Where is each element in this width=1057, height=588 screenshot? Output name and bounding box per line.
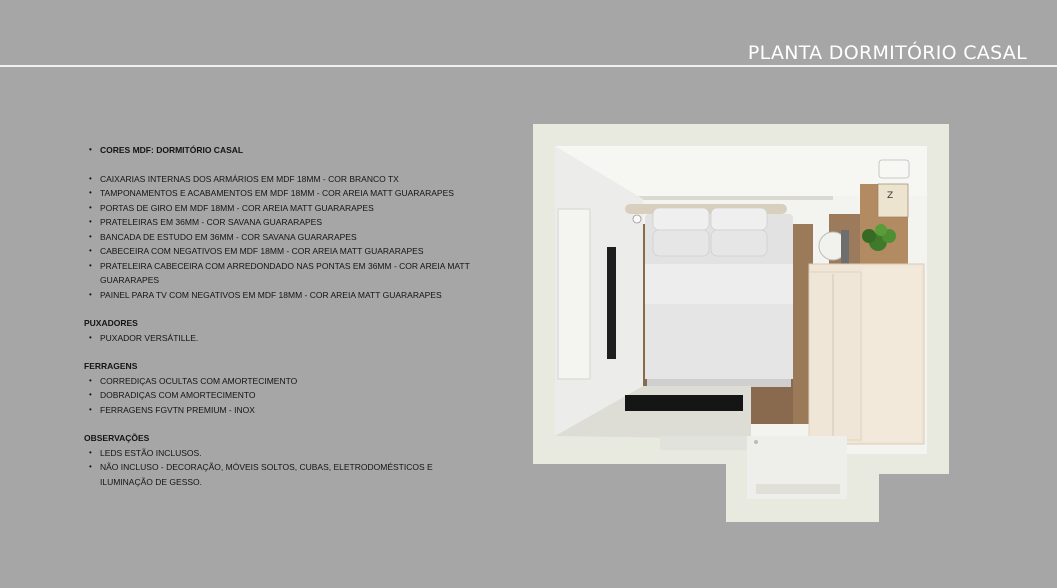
pillow [653,208,709,230]
monitor [841,230,849,264]
list-item: • CABECEIRA COM NEGATIVOS EM MDF 18MM - COR AREIA MATT GUARARAPES [84,244,479,259]
bed-base [647,379,791,387]
list-item: • PRATELEIRA CABECEIRA COM ARREDONDADO NAS PONTAS EM 36MM - COR AREIA MATT GUARARAPES [84,259,479,288]
bedroom-floor-plan [533,124,949,522]
pillow [711,208,767,230]
section-heading-cores: • CORES MDF: DORMITÓRIO CASAL [84,143,479,158]
wardrobe-door [863,267,921,441]
list-item: • PUXADOR VERSÁTILLE. [84,331,479,346]
list-item: • PORTAS DE GIRO EM MDF 18MM - COR AREIA MATT GUARARAPES [84,201,479,216]
list-item: • FERRAGENS FGVTN PREMIUM - INOX [84,403,479,418]
spec-list [84,143,479,489]
book-letter: Z [887,191,894,201]
list-item: • LEDS ESTÃO INCLUSOS. [84,446,479,461]
section-heading-observacoes: OBSERVAÇÕES [84,433,150,443]
bench-front [660,436,748,450]
back-wall-edge [613,196,833,200]
list-item: • PAINEL PARA TV COM NEGATIVOS EM MDF 18MM - COR AREIA MATT GUARARAPES [84,288,479,303]
drain-icon [754,440,758,444]
list-item: • TAMPONAMENTOS E ACABAMENTOS EM MDF 18MM - COR AREIA MATT GUARARAPES [84,186,479,201]
title-divider [0,65,1057,67]
list-item: • BANCADA DE ESTUDO EM 36MM - COR SAVANA GUARARAPES [84,230,479,245]
puxadores-list [84,331,479,346]
list-item: • NÃO INCLUSO - DECORAÇÃO, MÓVEIS SOLTOS, CUBAS, ELETRODOMÉSTICOS E ILUMINAÇÃO DE GESSO. [84,460,479,489]
tv-panel [607,247,616,359]
wardrobe-panel [558,209,590,379]
bed-foot [645,304,793,379]
list-item: • CAIXARIAS INTERNAS DOS ARMÁRIOS EM MDF 18MM - COR BRANCO TX [84,172,479,187]
printer [879,160,909,178]
pillow [711,230,767,256]
lamp-icon [633,215,641,223]
section-heading-ferragens: FERRAGENS [84,361,138,371]
list-item: • PRATELEIRAS EM 36MM - COR SAVANA GUARARAPES [84,215,479,230]
observacoes-list [84,446,479,490]
pillow [653,230,709,256]
list-item: • CORREDIÇAS OCULTAS COM AMORTECIMENTO [84,374,479,389]
page-title: PLANTA DORMITÓRIO CASAL [747,42,1027,64]
ferragens-list [84,374,479,418]
section-heading-puxadores: PUXADORES [84,318,138,328]
bench-top [625,395,743,411]
bed-blanket [645,264,793,304]
cores-list [84,172,479,303]
list-item: • DOBRADIÇAS COM AMORTECIMENTO [84,388,479,403]
bathroom-fixture [756,484,840,494]
